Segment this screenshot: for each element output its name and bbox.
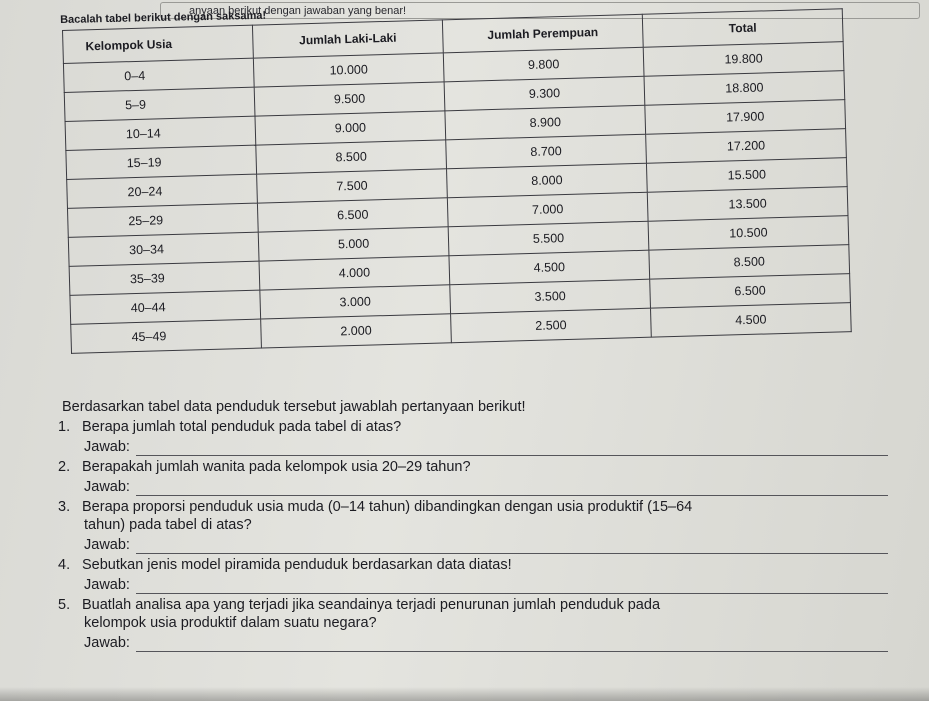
question-section (58, 398, 918, 654)
question-1 (58, 418, 918, 456)
cell-total: 4.500 (650, 303, 851, 338)
cell-age-group: 30–34 (68, 232, 259, 266)
question-2 (58, 458, 918, 496)
question-text-continued: tahun) pada tabel di atas? (84, 517, 252, 533)
question-text-continued: kelompok usia produktif dalam suatu negara? (84, 615, 377, 631)
cell-age-group: 15–19 (66, 145, 257, 179)
header-total: Total (642, 9, 843, 48)
cell-female: 7.000 (447, 192, 648, 227)
question-text: Berapakah jumlah wanita pada kelompok usia 20–29 tahun? (82, 459, 471, 475)
answer-label: Jawab: (84, 537, 130, 553)
answer-line[interactable] (136, 481, 888, 496)
cell-female: 5.500 (448, 221, 649, 256)
cell-age-group: 35–39 (69, 261, 260, 295)
header-male: Jumlah Laki-Laki (252, 20, 443, 58)
cell-female: 4.500 (449, 250, 650, 285)
answer-line[interactable] (136, 441, 888, 456)
header-age-group: Kelompok Usia (63, 25, 254, 63)
table-intro: Bacalah tabel berikut dengan saksama! (60, 9, 267, 26)
cell-female: 8.700 (446, 134, 647, 169)
question-text: Berapa jumlah total penduduk pada tabel di atas? (82, 419, 402, 435)
cell-female: 2.500 (451, 308, 652, 343)
cell-male: 4.000 (259, 256, 450, 290)
cell-total: 13.500 (647, 187, 848, 222)
cell-male: 3.000 (260, 285, 451, 319)
table-body (63, 42, 851, 354)
cell-age-group: 20–24 (67, 174, 258, 208)
answer-line[interactable] (136, 539, 888, 554)
answer-2[interactable] (58, 476, 918, 496)
cell-total: 10.500 (648, 216, 849, 251)
answer-1[interactable] (58, 436, 918, 456)
question-5 (58, 596, 918, 652)
cell-male: 6.500 (257, 198, 448, 232)
question-text: Berapa proporsi penduduk usia muda (0–14 tahun) dibandingkan dengan usia produktif (15–64 (82, 499, 693, 515)
cell-total: 6.500 (650, 274, 851, 309)
population-table (62, 8, 852, 354)
cell-male: 8.500 (256, 140, 447, 174)
cell-female: 9.300 (444, 76, 645, 111)
cell-age-group: 45–49 (71, 319, 262, 353)
cell-male: 5.000 (258, 227, 449, 261)
cell-total: 17.900 (645, 100, 846, 135)
cell-female: 8.000 (447, 163, 648, 198)
cell-age-group: 0–4 (63, 58, 254, 92)
question-number: 1. (58, 419, 71, 435)
answer-label: Jawab: (84, 635, 130, 651)
answer-label: Jawab: (84, 439, 130, 455)
cell-total: 15.500 (646, 158, 847, 193)
cell-total: 8.500 (649, 245, 850, 280)
answer-3[interactable] (58, 534, 918, 554)
population-table-wrapper (62, 8, 871, 354)
page-shadow (0, 687, 929, 701)
cell-male: 7.500 (257, 169, 448, 203)
question-text: Buatlah analisa apa yang terjadi jika seandainya terjadi penurunan jumlah penduduk pada (82, 597, 661, 613)
answer-5[interactable] (58, 632, 918, 652)
question-3 (58, 498, 918, 554)
cell-total: 17.200 (646, 129, 847, 164)
instruction-header: anyaan berikut dengan jawaban yang benar! (160, 2, 920, 19)
answer-line[interactable] (136, 637, 888, 652)
question-number: 5. (58, 597, 71, 613)
cell-male: 9.000 (255, 111, 446, 145)
answer-4[interactable] (58, 574, 918, 594)
question-number: 3. (58, 499, 71, 515)
header-female: Jumlah Perempuan (442, 14, 643, 53)
answer-label: Jawab: (84, 479, 130, 495)
cell-age-group: 40–44 (70, 290, 261, 324)
question-number: 4. (58, 557, 71, 573)
cell-age-group: 10–14 (65, 116, 256, 150)
questions-lead: Berdasarkan tabel data penduduk tersebut jawablah pertanyaan berikut! (62, 399, 526, 415)
cell-female: 9.800 (443, 47, 644, 82)
cell-male: 10.000 (253, 53, 444, 87)
cell-female: 8.900 (445, 105, 646, 140)
cell-female: 3.500 (450, 279, 651, 314)
answer-label: Jawab: (84, 577, 130, 593)
cell-male: 9.500 (254, 82, 445, 116)
cell-male: 2.000 (261, 314, 452, 348)
cell-age-group: 25–29 (67, 203, 258, 237)
question-text: Sebutkan jenis model piramida penduduk berdasarkan data diatas! (82, 557, 512, 573)
question-4 (58, 556, 918, 594)
answer-line[interactable] (136, 579, 888, 594)
cell-total: 19.800 (643, 42, 844, 77)
cell-age-group: 5–9 (64, 87, 255, 121)
question-number: 2. (58, 459, 71, 475)
cell-total: 18.800 (644, 71, 845, 106)
